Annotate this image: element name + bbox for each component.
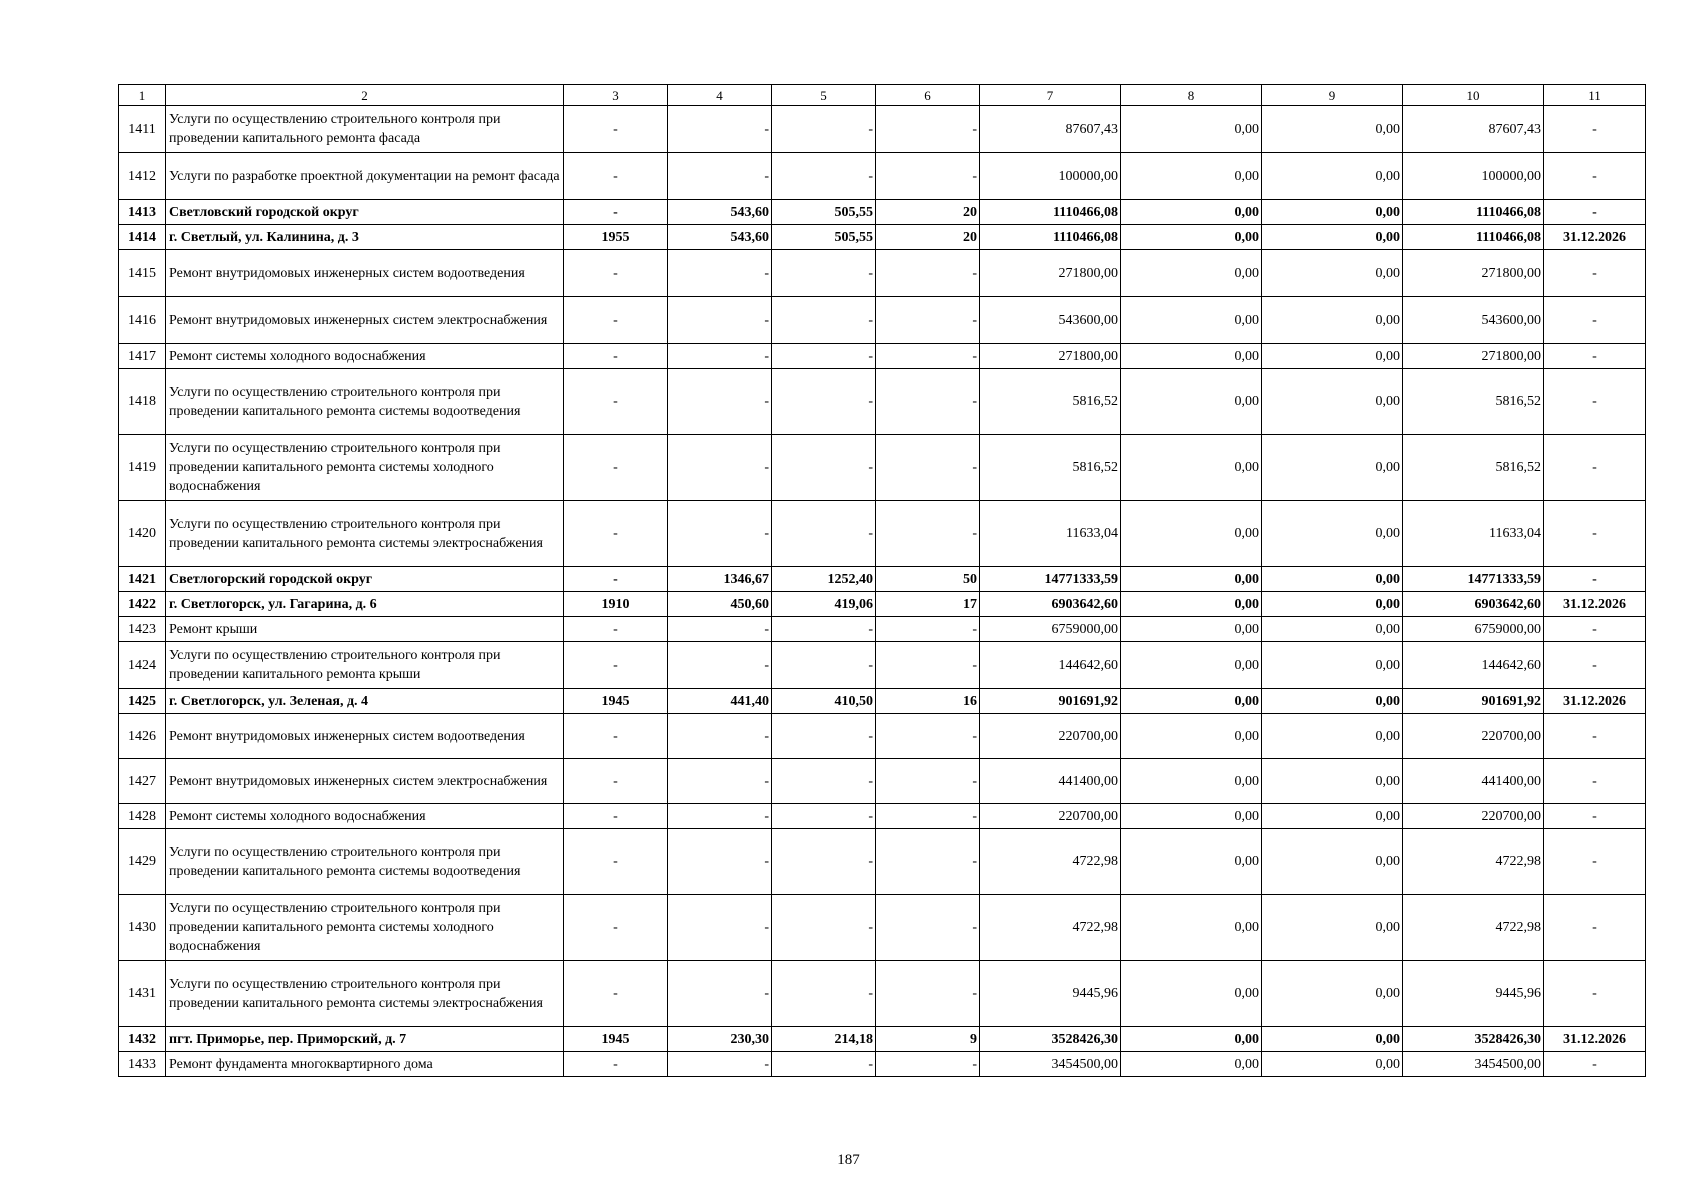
total-cost-cell: 4722,98 bbox=[980, 895, 1121, 961]
total-cost-cell: 5816,52 bbox=[980, 369, 1121, 435]
year-cell: - bbox=[564, 895, 668, 961]
fund-cost-cell: 0,00 bbox=[1121, 435, 1262, 501]
owners-cost-cell: 144642,60 bbox=[1403, 642, 1544, 689]
total-cost-cell: 9445,96 bbox=[980, 961, 1121, 1027]
work-description-cell: Услуги по осуществлению строительного контроля при проведении капитального ремонта системы электроснабжения bbox=[166, 501, 564, 567]
living-area-cell: - bbox=[772, 106, 876, 153]
residents-cell: 9 bbox=[876, 1027, 980, 1052]
deadline-cell: - bbox=[1544, 961, 1646, 1027]
living-area-cell: - bbox=[772, 153, 876, 200]
column-header: 4 bbox=[668, 85, 772, 106]
living-area-cell: - bbox=[772, 714, 876, 759]
residents-cell: - bbox=[876, 250, 980, 297]
row-number-cell: 1423 bbox=[119, 617, 166, 642]
residents-cell: - bbox=[876, 435, 980, 501]
budget-cost-cell: 0,00 bbox=[1262, 592, 1403, 617]
year-cell: - bbox=[564, 344, 668, 369]
residents-cell: 20 bbox=[876, 225, 980, 250]
living-area-cell: - bbox=[772, 961, 876, 1027]
budget-cost-cell: 0,00 bbox=[1262, 895, 1403, 961]
deadline-cell: - bbox=[1544, 1052, 1646, 1077]
residents-cell: 50 bbox=[876, 567, 980, 592]
fund-cost-cell: 0,00 bbox=[1121, 617, 1262, 642]
table-row bbox=[119, 895, 1646, 961]
residents-cell: - bbox=[876, 617, 980, 642]
deadline-cell: - bbox=[1544, 714, 1646, 759]
table-row bbox=[119, 225, 1646, 250]
table-body bbox=[119, 106, 1646, 1077]
living-area-cell: 505,55 bbox=[772, 200, 876, 225]
year-cell: - bbox=[564, 567, 668, 592]
work-description-cell: г. Светлогорск, ул. Зеленая, д. 4 bbox=[166, 689, 564, 714]
owners-cost-cell: 220700,00 bbox=[1403, 804, 1544, 829]
fund-cost-cell: 0,00 bbox=[1121, 297, 1262, 344]
fund-cost-cell: 0,00 bbox=[1121, 344, 1262, 369]
year-cell: - bbox=[564, 200, 668, 225]
row-number-cell: 1429 bbox=[119, 829, 166, 895]
deadline-cell: - bbox=[1544, 804, 1646, 829]
fund-cost-cell: 0,00 bbox=[1121, 106, 1262, 153]
work-description-cell: Ремонт внутридомовых инженерных систем водоотведения bbox=[166, 250, 564, 297]
residents-cell: - bbox=[876, 759, 980, 804]
residents-cell: - bbox=[876, 895, 980, 961]
owners-cost-cell: 901691,92 bbox=[1403, 689, 1544, 714]
fund-cost-cell: 0,00 bbox=[1121, 1027, 1262, 1052]
living-area-cell: - bbox=[772, 501, 876, 567]
table-row bbox=[119, 200, 1646, 225]
residents-cell: - bbox=[876, 1052, 980, 1077]
total-cost-cell: 220700,00 bbox=[980, 804, 1121, 829]
living-area-cell: - bbox=[772, 250, 876, 297]
residents-cell: - bbox=[876, 153, 980, 200]
residents-cell: - bbox=[876, 297, 980, 344]
living-area-cell: - bbox=[772, 895, 876, 961]
total-area-cell: - bbox=[668, 344, 772, 369]
column-header: 3 bbox=[564, 85, 668, 106]
total-cost-cell: 4722,98 bbox=[980, 829, 1121, 895]
total-area-cell: 543,60 bbox=[668, 225, 772, 250]
fund-cost-cell: 0,00 bbox=[1121, 200, 1262, 225]
owners-cost-cell: 100000,00 bbox=[1403, 153, 1544, 200]
work-description-cell: пгт. Приморье, пер. Приморский, д. 7 bbox=[166, 1027, 564, 1052]
living-area-cell: - bbox=[772, 829, 876, 895]
total-cost-cell: 901691,92 bbox=[980, 689, 1121, 714]
owners-cost-cell: 5816,52 bbox=[1403, 435, 1544, 501]
work-description-cell: Услуги по осуществлению строительного контроля при проведении капитального ремонта системы холодного водоснабжения bbox=[166, 895, 564, 961]
total-cost-cell: 3528426,30 bbox=[980, 1027, 1121, 1052]
living-area-cell: - bbox=[772, 759, 876, 804]
work-description-cell: Ремонт системы холодного водоснабжения bbox=[166, 344, 564, 369]
work-description-cell: Услуги по осуществлению строительного контроля при проведении капитального ремонта системы водоотведения bbox=[166, 369, 564, 435]
fund-cost-cell: 0,00 bbox=[1121, 642, 1262, 689]
table-row bbox=[119, 106, 1646, 153]
year-cell: 1945 bbox=[564, 689, 668, 714]
table-row bbox=[119, 297, 1646, 344]
budget-cost-cell: 0,00 bbox=[1262, 829, 1403, 895]
total-area-cell: - bbox=[668, 153, 772, 200]
row-number-cell: 1416 bbox=[119, 297, 166, 344]
work-description-cell: Услуги по осуществлению строительного контроля при проведении капитального ремонта системы водоотведения bbox=[166, 829, 564, 895]
total-area-cell: - bbox=[668, 297, 772, 344]
column-header: 10 bbox=[1403, 85, 1544, 106]
year-cell: 1910 bbox=[564, 592, 668, 617]
total-cost-cell: 100000,00 bbox=[980, 153, 1121, 200]
total-area-cell: - bbox=[668, 1052, 772, 1077]
total-cost-cell: 1110466,08 bbox=[980, 200, 1121, 225]
budget-cost-cell: 0,00 bbox=[1262, 714, 1403, 759]
fund-cost-cell: 0,00 bbox=[1121, 961, 1262, 1027]
table-row bbox=[119, 689, 1646, 714]
fund-cost-cell: 0,00 bbox=[1121, 759, 1262, 804]
fund-cost-cell: 0,00 bbox=[1121, 501, 1262, 567]
work-description-cell: Светлогорский городской округ bbox=[166, 567, 564, 592]
table-row bbox=[119, 567, 1646, 592]
residents-cell: - bbox=[876, 642, 980, 689]
total-area-cell: 441,40 bbox=[668, 689, 772, 714]
budget-cost-cell: 0,00 bbox=[1262, 501, 1403, 567]
total-area-cell: 1346,67 bbox=[668, 567, 772, 592]
deadline-cell: - bbox=[1544, 501, 1646, 567]
total-cost-cell: 14771333,59 bbox=[980, 567, 1121, 592]
living-area-cell: 505,55 bbox=[772, 225, 876, 250]
residents-cell: - bbox=[876, 961, 980, 1027]
row-number-cell: 1417 bbox=[119, 344, 166, 369]
fund-cost-cell: 0,00 bbox=[1121, 225, 1262, 250]
year-cell: - bbox=[564, 501, 668, 567]
total-area-cell: - bbox=[668, 829, 772, 895]
deadline-cell: - bbox=[1544, 369, 1646, 435]
budget-cost-cell: 0,00 bbox=[1262, 567, 1403, 592]
deadline-cell: - bbox=[1544, 344, 1646, 369]
work-description-cell: Услуги по осуществлению строительного контроля при проведении капитального ремонта системы электроснабжения bbox=[166, 961, 564, 1027]
budget-cost-cell: 0,00 bbox=[1262, 200, 1403, 225]
living-area-cell: - bbox=[772, 435, 876, 501]
deadline-cell: - bbox=[1544, 759, 1646, 804]
total-area-cell: - bbox=[668, 435, 772, 501]
residents-cell: 20 bbox=[876, 200, 980, 225]
total-area-cell: - bbox=[668, 501, 772, 567]
residents-cell: - bbox=[876, 501, 980, 567]
living-area-cell: - bbox=[772, 297, 876, 344]
table-row bbox=[119, 369, 1646, 435]
owners-cost-cell: 271800,00 bbox=[1403, 250, 1544, 297]
row-number-cell: 1412 bbox=[119, 153, 166, 200]
total-cost-cell: 271800,00 bbox=[980, 250, 1121, 297]
work-description-cell: Ремонт внутридомовых инженерных систем электроснабжения bbox=[166, 759, 564, 804]
column-header: 9 bbox=[1262, 85, 1403, 106]
budget-cost-cell: 0,00 bbox=[1262, 759, 1403, 804]
total-area-cell: - bbox=[668, 250, 772, 297]
deadline-cell: - bbox=[1544, 153, 1646, 200]
column-header: 11 bbox=[1544, 85, 1646, 106]
owners-cost-cell: 11633,04 bbox=[1403, 501, 1544, 567]
table-row bbox=[119, 759, 1646, 804]
owners-cost-cell: 3528426,30 bbox=[1403, 1027, 1544, 1052]
owners-cost-cell: 441400,00 bbox=[1403, 759, 1544, 804]
residents-cell: - bbox=[876, 714, 980, 759]
table-row bbox=[119, 344, 1646, 369]
capital-repair-table bbox=[118, 84, 1646, 1077]
table-row bbox=[119, 435, 1646, 501]
total-cost-cell: 220700,00 bbox=[980, 714, 1121, 759]
fund-cost-cell: 0,00 bbox=[1121, 804, 1262, 829]
total-area-cell: - bbox=[668, 617, 772, 642]
column-header: 1 bbox=[119, 85, 166, 106]
budget-cost-cell: 0,00 bbox=[1262, 106, 1403, 153]
column-header: 6 bbox=[876, 85, 980, 106]
row-number-cell: 1421 bbox=[119, 567, 166, 592]
row-number-cell: 1422 bbox=[119, 592, 166, 617]
deadline-cell: - bbox=[1544, 567, 1646, 592]
residents-cell: 16 bbox=[876, 689, 980, 714]
residents-cell: - bbox=[876, 344, 980, 369]
owners-cost-cell: 3454500,00 bbox=[1403, 1052, 1544, 1077]
living-area-cell: - bbox=[772, 642, 876, 689]
row-number-cell: 1430 bbox=[119, 895, 166, 961]
living-area-cell: 419,06 bbox=[772, 592, 876, 617]
table-row bbox=[119, 642, 1646, 689]
year-cell: - bbox=[564, 1052, 668, 1077]
year-cell: - bbox=[564, 153, 668, 200]
budget-cost-cell: 0,00 bbox=[1262, 225, 1403, 250]
fund-cost-cell: 0,00 bbox=[1121, 895, 1262, 961]
living-area-cell: - bbox=[772, 804, 876, 829]
year-cell: - bbox=[564, 435, 668, 501]
deadline-cell: 31.12.2026 bbox=[1544, 689, 1646, 714]
total-cost-cell: 6903642,60 bbox=[980, 592, 1121, 617]
residents-cell: - bbox=[876, 829, 980, 895]
table-row bbox=[119, 804, 1646, 829]
year-cell: - bbox=[564, 714, 668, 759]
year-cell: 1945 bbox=[564, 1027, 668, 1052]
work-description-cell: г. Светлый, ул. Калинина, д. 3 bbox=[166, 225, 564, 250]
table-row bbox=[119, 250, 1646, 297]
year-cell: 1955 bbox=[564, 225, 668, 250]
residents-cell: - bbox=[876, 369, 980, 435]
budget-cost-cell: 0,00 bbox=[1262, 642, 1403, 689]
budget-cost-cell: 0,00 bbox=[1262, 344, 1403, 369]
page-number: 187 bbox=[837, 1152, 860, 1168]
deadline-cell: 31.12.2026 bbox=[1544, 225, 1646, 250]
total-area-cell: - bbox=[668, 895, 772, 961]
fund-cost-cell: 0,00 bbox=[1121, 369, 1262, 435]
total-area-cell: - bbox=[668, 642, 772, 689]
year-cell: - bbox=[564, 804, 668, 829]
fund-cost-cell: 0,00 bbox=[1121, 153, 1262, 200]
total-cost-cell: 11633,04 bbox=[980, 501, 1121, 567]
owners-cost-cell: 1110466,08 bbox=[1403, 225, 1544, 250]
fund-cost-cell: 0,00 bbox=[1121, 567, 1262, 592]
year-cell: - bbox=[564, 617, 668, 642]
deadline-cell: - bbox=[1544, 617, 1646, 642]
deadline-cell: - bbox=[1544, 642, 1646, 689]
total-area-cell: - bbox=[668, 759, 772, 804]
owners-cost-cell: 271800,00 bbox=[1403, 344, 1544, 369]
owners-cost-cell: 1110466,08 bbox=[1403, 200, 1544, 225]
total-cost-cell: 271800,00 bbox=[980, 344, 1121, 369]
total-area-cell: 230,30 bbox=[668, 1027, 772, 1052]
budget-cost-cell: 0,00 bbox=[1262, 297, 1403, 344]
year-cell: - bbox=[564, 759, 668, 804]
budget-cost-cell: 0,00 bbox=[1262, 804, 1403, 829]
budget-cost-cell: 0,00 bbox=[1262, 369, 1403, 435]
total-area-cell: - bbox=[668, 804, 772, 829]
year-cell: - bbox=[564, 961, 668, 1027]
total-area-cell: - bbox=[668, 961, 772, 1027]
table-row bbox=[119, 1052, 1646, 1077]
total-area-cell: - bbox=[668, 714, 772, 759]
total-cost-cell: 3454500,00 bbox=[980, 1052, 1121, 1077]
budget-cost-cell: 0,00 bbox=[1262, 961, 1403, 1027]
table-row bbox=[119, 501, 1646, 567]
total-area-cell: - bbox=[668, 106, 772, 153]
table-row bbox=[119, 153, 1646, 200]
work-description-cell: Ремонт крыши bbox=[166, 617, 564, 642]
column-header: 8 bbox=[1121, 85, 1262, 106]
owners-cost-cell: 220700,00 bbox=[1403, 714, 1544, 759]
owners-cost-cell: 4722,98 bbox=[1403, 829, 1544, 895]
fund-cost-cell: 0,00 bbox=[1121, 829, 1262, 895]
row-number-cell: 1419 bbox=[119, 435, 166, 501]
work-description-cell: Услуги по осуществлению строительного контроля при проведении капитального ремонта фасада bbox=[166, 106, 564, 153]
work-description-cell: г. Светлогорск, ул. Гагарина, д. 6 bbox=[166, 592, 564, 617]
budget-cost-cell: 0,00 bbox=[1262, 617, 1403, 642]
year-cell: - bbox=[564, 642, 668, 689]
owners-cost-cell: 14771333,59 bbox=[1403, 567, 1544, 592]
total-cost-cell: 441400,00 bbox=[980, 759, 1121, 804]
row-number-cell: 1415 bbox=[119, 250, 166, 297]
column-header: 7 bbox=[980, 85, 1121, 106]
living-area-cell: 214,18 bbox=[772, 1027, 876, 1052]
table-row bbox=[119, 1027, 1646, 1052]
budget-cost-cell: 0,00 bbox=[1262, 153, 1403, 200]
year-cell: - bbox=[564, 829, 668, 895]
residents-cell: - bbox=[876, 106, 980, 153]
row-number-cell: 1413 bbox=[119, 200, 166, 225]
total-cost-cell: 543600,00 bbox=[980, 297, 1121, 344]
column-header: 2 bbox=[166, 85, 564, 106]
deadline-cell: - bbox=[1544, 106, 1646, 153]
row-number-cell: 1418 bbox=[119, 369, 166, 435]
total-cost-cell: 1110466,08 bbox=[980, 225, 1121, 250]
row-number-cell: 1433 bbox=[119, 1052, 166, 1077]
budget-cost-cell: 0,00 bbox=[1262, 1052, 1403, 1077]
total-cost-cell: 5816,52 bbox=[980, 435, 1121, 501]
fund-cost-cell: 0,00 bbox=[1121, 250, 1262, 297]
row-number-cell: 1425 bbox=[119, 689, 166, 714]
total-cost-cell: 87607,43 bbox=[980, 106, 1121, 153]
table-row bbox=[119, 829, 1646, 895]
total-cost-cell: 6759000,00 bbox=[980, 617, 1121, 642]
deadline-cell: 31.12.2026 bbox=[1544, 592, 1646, 617]
total-area-cell: 543,60 bbox=[668, 200, 772, 225]
budget-cost-cell: 0,00 bbox=[1262, 689, 1403, 714]
work-description-cell: Услуги по осуществлению строительного контроля при проведении капитального ремонта крыши bbox=[166, 642, 564, 689]
row-number-cell: 1426 bbox=[119, 714, 166, 759]
owners-cost-cell: 6903642,60 bbox=[1403, 592, 1544, 617]
work-description-cell: Услуги по осуществлению строительного контроля при проведении капитального ремонта системы холодного водоснабжения bbox=[166, 435, 564, 501]
living-area-cell: 410,50 bbox=[772, 689, 876, 714]
year-cell: - bbox=[564, 297, 668, 344]
living-area-cell: 1252,40 bbox=[772, 567, 876, 592]
work-description-cell: Ремонт внутридомовых инженерных систем водоотведения bbox=[166, 714, 564, 759]
living-area-cell: - bbox=[772, 369, 876, 435]
deadline-cell: - bbox=[1544, 200, 1646, 225]
fund-cost-cell: 0,00 bbox=[1121, 1052, 1262, 1077]
row-number-cell: 1424 bbox=[119, 642, 166, 689]
owners-cost-cell: 9445,96 bbox=[1403, 961, 1544, 1027]
table-row bbox=[119, 961, 1646, 1027]
total-cost-cell: 144642,60 bbox=[980, 642, 1121, 689]
deadline-cell: - bbox=[1544, 435, 1646, 501]
owners-cost-cell: 87607,43 bbox=[1403, 106, 1544, 153]
work-description-cell: Ремонт системы холодного водоснабжения bbox=[166, 804, 564, 829]
work-description-cell: Ремонт внутридомовых инженерных систем электроснабжения bbox=[166, 297, 564, 344]
fund-cost-cell: 0,00 bbox=[1121, 689, 1262, 714]
work-description-cell: Светловский городской округ bbox=[166, 200, 564, 225]
column-number-header-row bbox=[119, 85, 1646, 106]
row-number-cell: 1428 bbox=[119, 804, 166, 829]
living-area-cell: - bbox=[772, 1052, 876, 1077]
row-number-cell: 1420 bbox=[119, 501, 166, 567]
year-cell: - bbox=[564, 369, 668, 435]
deadline-cell: - bbox=[1544, 250, 1646, 297]
deadline-cell: - bbox=[1544, 297, 1646, 344]
budget-cost-cell: 0,00 bbox=[1262, 1027, 1403, 1052]
table-row bbox=[119, 714, 1646, 759]
total-area-cell: 450,60 bbox=[668, 592, 772, 617]
work-description-cell: Ремонт фундамента многоквартирного дома bbox=[166, 1052, 564, 1077]
row-number-cell: 1432 bbox=[119, 1027, 166, 1052]
row-number-cell: 1414 bbox=[119, 225, 166, 250]
fund-cost-cell: 0,00 bbox=[1121, 714, 1262, 759]
deadline-cell: 31.12.2026 bbox=[1544, 1027, 1646, 1052]
year-cell: - bbox=[564, 106, 668, 153]
table-row bbox=[119, 592, 1646, 617]
owners-cost-cell: 6759000,00 bbox=[1403, 617, 1544, 642]
owners-cost-cell: 543600,00 bbox=[1403, 297, 1544, 344]
column-header: 5 bbox=[772, 85, 876, 106]
row-number-cell: 1411 bbox=[119, 106, 166, 153]
row-number-cell: 1427 bbox=[119, 759, 166, 804]
residents-cell: 17 bbox=[876, 592, 980, 617]
budget-cost-cell: 0,00 bbox=[1262, 250, 1403, 297]
year-cell: - bbox=[564, 250, 668, 297]
owners-cost-cell: 5816,52 bbox=[1403, 369, 1544, 435]
living-area-cell: - bbox=[772, 344, 876, 369]
fund-cost-cell: 0,00 bbox=[1121, 592, 1262, 617]
deadline-cell: - bbox=[1544, 829, 1646, 895]
row-number-cell: 1431 bbox=[119, 961, 166, 1027]
total-area-cell: - bbox=[668, 369, 772, 435]
work-description-cell: Услуги по разработке проектной документации на ремонт фасада bbox=[166, 153, 564, 200]
living-area-cell: - bbox=[772, 617, 876, 642]
budget-cost-cell: 0,00 bbox=[1262, 435, 1403, 501]
deadline-cell: - bbox=[1544, 895, 1646, 961]
table-row bbox=[119, 617, 1646, 642]
residents-cell: - bbox=[876, 804, 980, 829]
owners-cost-cell: 4722,98 bbox=[1403, 895, 1544, 961]
